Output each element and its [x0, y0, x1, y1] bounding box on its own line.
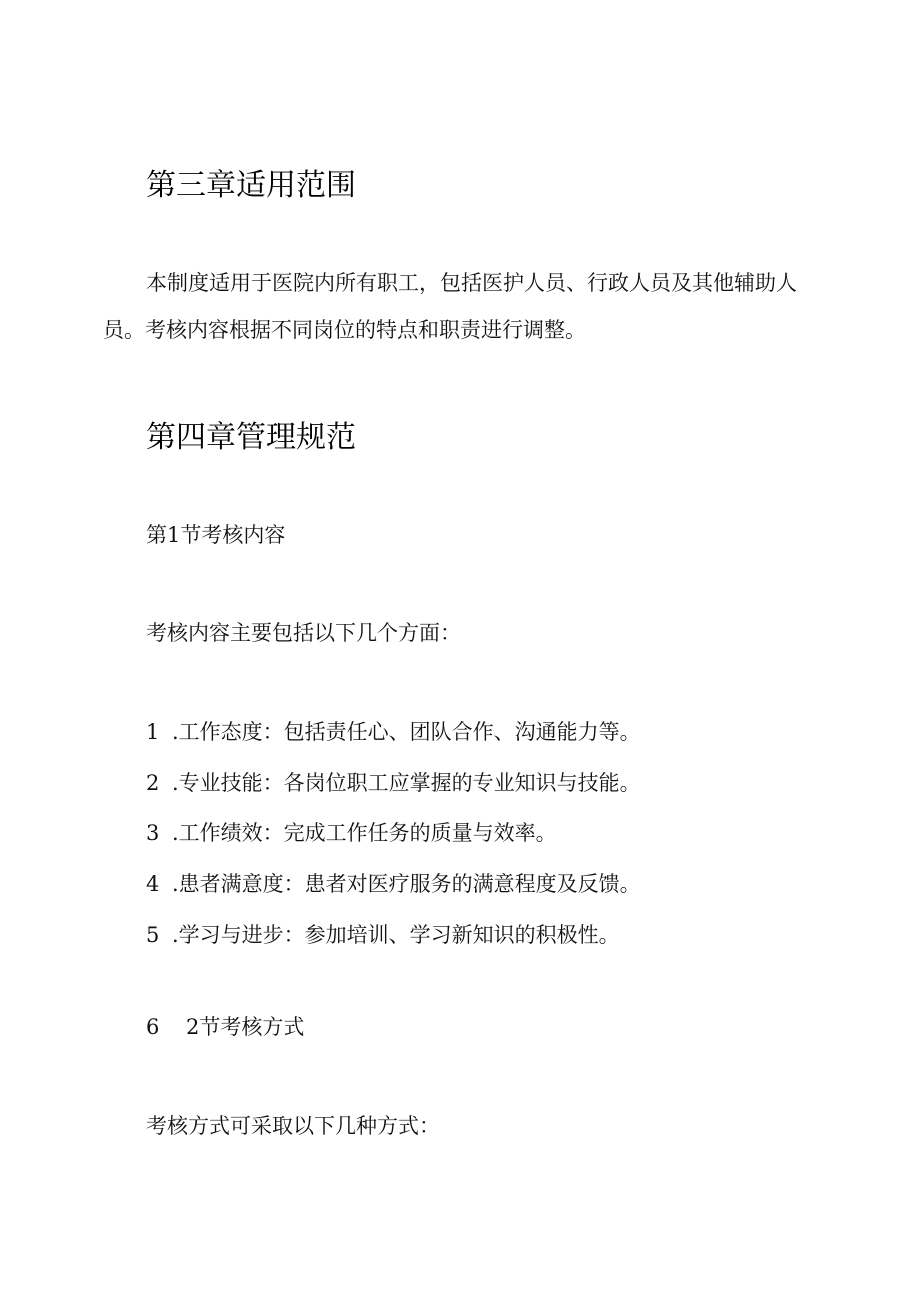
list-item [146, 920, 620, 950]
section1-title: 第1节考核内容 [146, 523, 286, 547]
list-item-text: .工作态度：包括责任心、团队合作、沟通能力等。 [172, 720, 641, 744]
chapter3-title: 第三章适用范围 [146, 168, 356, 203]
list-item-text: .专业技能：各岗位职工应掌握的专业知识与技能。 [172, 771, 641, 795]
chapter3-body: 本制度适用于医院内所有职工，包括医护人员、行政人员及其他辅助人员。考核内容根据不同岗位的特点和职责进行调整。 [103, 271, 797, 342]
list-item-number: 3 [146, 821, 160, 845]
list-item-text: .患者满意度：患者对医疗服务的满意程度及反馈。 [172, 872, 641, 896]
list-item-number: 4 [146, 872, 160, 896]
list-item [146, 768, 641, 798]
list-item-number: 2 [146, 771, 160, 795]
list-item [146, 717, 641, 747]
list-item-text: .工作绩效：完成工作任务的质量与效率。 [172, 821, 557, 845]
list-item-number: 1 [146, 720, 160, 744]
list-item [146, 818, 557, 848]
chapter4-title: 第四章管理规范 [146, 420, 356, 455]
section2-title-text: 2节考核方式 [186, 1015, 305, 1039]
section2-title [146, 1012, 304, 1042]
list-item-number: 5 [146, 923, 160, 947]
section1-intro: 考核内容主要包括以下几个方面： [146, 621, 461, 645]
section2-number: 6 [146, 1015, 160, 1039]
list-item [146, 869, 641, 899]
list-item-text: .学习与进步：参加培训、学习新知识的积极性。 [172, 923, 620, 947]
section2-intro: 考核方式可采取以下几种方式： [146, 1114, 440, 1138]
